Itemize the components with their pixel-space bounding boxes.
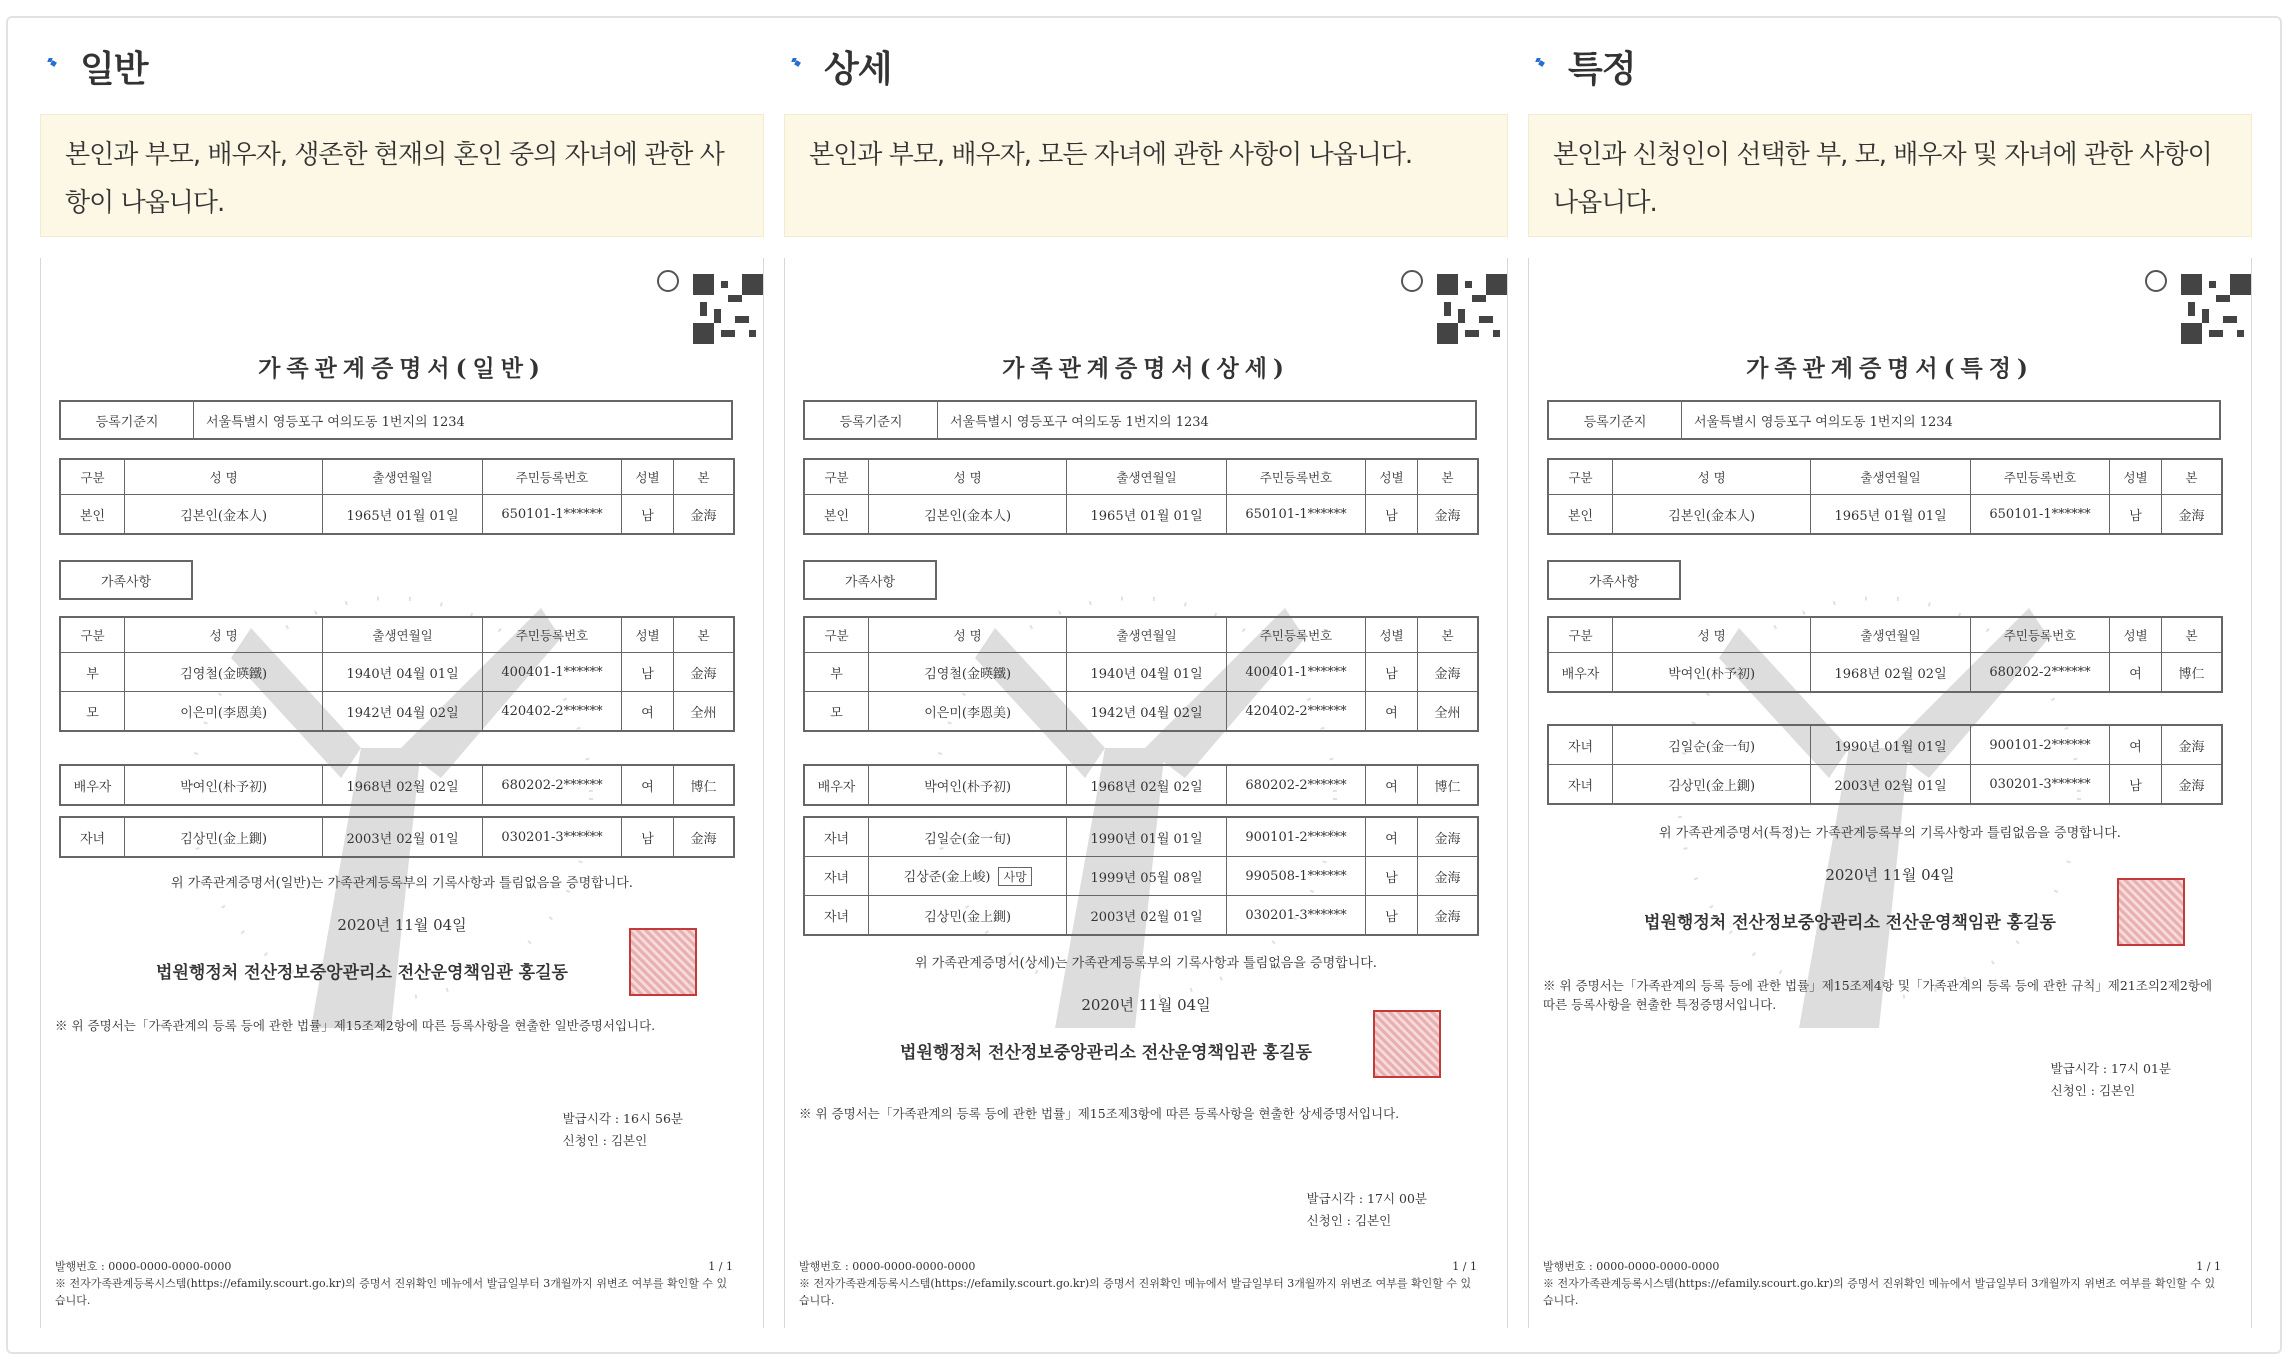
table-cell: 680202-2******: [1226, 765, 1365, 805]
section-heading: [784, 36, 892, 96]
section-description: 본인과 신청인이 선택한 부, 모, 배우자 및 자녀에 관한 사항이 나옵니다.: [1528, 114, 2252, 237]
table-cell: 990508-1******: [1226, 857, 1365, 896]
table-cell: 博仁: [1417, 765, 1478, 805]
table-cell: 博仁: [673, 765, 734, 805]
table-cell: 김일순(金一旬): [1613, 725, 1811, 765]
legal-notice: ※ 위 증명서는「가족관계의 등록 등에 관한 법률」제15조제3항에 따른 등록사항을 현출한 상세증명서입니다.: [799, 1106, 1400, 1121]
table-row: [1548, 495, 2222, 535]
issue-date: 2020년 11월 04일: [1825, 866, 1955, 884]
table-cell: 2003년 02월 01일: [1067, 896, 1227, 936]
certificate-document: [1528, 258, 2252, 1328]
child-name: 김상준(金上峻): [903, 870, 991, 885]
header-cell: 출생연월일: [323, 617, 483, 653]
issuer-name: 법원행정처 전산정보중앙관리소 전산운영책임관 홍길동: [156, 963, 568, 983]
header-cell: 성 명: [125, 459, 323, 495]
document-footer: [55, 1258, 733, 1309]
table-cell: 박여인(朴予初): [125, 765, 323, 805]
table-cell: 1990년 01월 01일: [1811, 725, 1971, 765]
globe-icon: [657, 270, 679, 292]
legal-notice: ※ 위 증명서는「가족관계의 등록 등에 관한 법률」제15조제4항 및「가족관계의 등록 등에 관한 규칙」제21조의2제2항에 따른 등록사항을 현출한 특정증명서입니다.: [1543, 978, 2213, 1012]
header-cell: 구분: [60, 617, 125, 653]
registration-base-row: [59, 400, 733, 440]
official-seal-icon: [1373, 1010, 1441, 1078]
header-cell: 구분: [804, 617, 869, 653]
table-cell: 배우자: [1548, 653, 1613, 693]
issue-number: 발행번호 : 0000-0000-0000-0000: [55, 1260, 232, 1273]
table-cell: 남: [622, 495, 674, 535]
table-cell: 680202-2******: [482, 765, 621, 805]
table-cell: 김상민(金上鍘): [1613, 765, 1811, 805]
table-cell: 남: [1366, 896, 1418, 936]
table-cell: 김영철(金暎鐵): [125, 653, 323, 692]
document-title: 가족관계증명서(일반): [258, 355, 546, 382]
children-table: [1547, 724, 2223, 805]
certification-statement: 위 가족관계증명서(일반)는 가족관계등록부의 기록사항과 틀림없음을 증명합니다.: [171, 876, 633, 891]
table-cell: 2003년 02월 01일: [323, 817, 483, 857]
table-cell: 金海: [2161, 495, 2222, 535]
table-row: [804, 896, 1478, 936]
header-cell: 구분: [1548, 459, 1613, 495]
registration-base-row: [803, 400, 1477, 440]
table-cell: 김상민(金上鍘): [125, 817, 323, 857]
table-cell: 1999년 05월 08일: [1067, 857, 1227, 896]
table-cell: 全州: [673, 692, 734, 732]
verification-footnote: ※ 전자가족관계등록시스템(https://efamily.scourt.go.kr)의 증명서 진위확인 메뉴에서 발급일부터 3개월까지 위변조 여부를 확인할 수 있습니다.: [799, 1277, 1472, 1307]
page-number: 1 / 1: [708, 1260, 733, 1273]
bullet-icon: [48, 62, 56, 70]
qr-code-icon: [2181, 272, 2251, 346]
table-cell: 김일순(金一旬): [869, 817, 1067, 857]
table-cell: 1968년 02월 02일: [323, 765, 483, 805]
table-cell: 030201-3******: [1226, 896, 1365, 936]
header-cell: 구분: [60, 459, 125, 495]
table-cell: 680202-2******: [1970, 653, 2109, 693]
table-cell: 1968년 02월 02일: [1811, 653, 1971, 693]
document-title: 가족관계증명서(상세): [1002, 355, 1290, 382]
table-row: [1548, 765, 2222, 805]
table-cell: 김본인(金本人): [1613, 495, 1811, 535]
family-section-label: 가족사항: [803, 560, 937, 600]
spouse-table: [59, 764, 735, 806]
header-cell: 본: [2161, 459, 2222, 495]
bullet-icon: [792, 62, 800, 70]
table-cell: 자녀: [1548, 725, 1613, 765]
table-row: [60, 692, 734, 732]
registration-base-value: 서울특별시 영등포구 여의도동 1번지의 1234: [206, 414, 465, 430]
header-cell: 본: [673, 459, 734, 495]
header-cell: 주민등록번호: [1970, 617, 2109, 653]
family-table: [803, 616, 1479, 732]
official-seal-icon: [629, 928, 697, 996]
table-cell: 자녀: [804, 817, 869, 857]
header-cell: 출생연월일: [1067, 459, 1227, 495]
qr-code-icon: [693, 272, 763, 346]
document-footer: [799, 1258, 1477, 1309]
registration-base-value: 서울특별시 영등포구 여의도동 1번지의 1234: [950, 414, 1209, 430]
registration-base-value: 서울특별시 영등포구 여의도동 1번지의 1234: [1694, 414, 1953, 430]
applicant: 신청인 : 김본인: [2050, 1083, 2136, 1098]
family-section-label: 가족사항: [59, 560, 193, 600]
table-cell: 김본인(金本人): [125, 495, 323, 535]
table-cell: 420402-2******: [482, 692, 621, 732]
table-row: [804, 857, 1478, 896]
certification-statement: 위 가족관계증명서(상세)는 가족관계등록부의 기록사항과 틀림없음을 증명합니다.: [915, 956, 1377, 971]
table-cell: 본인: [1548, 495, 1613, 535]
header-cell: 출생연월일: [323, 459, 483, 495]
header-cell: 성별: [1366, 459, 1418, 495]
table-cell: 여: [1366, 692, 1418, 732]
page-number: 1 / 1: [1452, 1260, 1477, 1273]
section-heading: [1528, 36, 1636, 96]
issue-time: 발급시각 : 17시 00분: [1306, 1191, 1427, 1206]
issue-time: 발급시각 : 16시 56분: [562, 1111, 683, 1126]
table-cell: 김영철(金暎鐵): [869, 653, 1067, 692]
table-cell: 全州: [1417, 692, 1478, 732]
table-cell: 본인: [804, 495, 869, 535]
table-cell: 金海: [673, 653, 734, 692]
header-cell: 출생연월일: [1067, 617, 1227, 653]
table-row: [804, 653, 1478, 692]
table-cell: 이은미(李恩美): [869, 692, 1067, 732]
table-row: [60, 653, 734, 692]
header-cell: 성 명: [869, 459, 1067, 495]
header-cell: 성별: [2110, 459, 2162, 495]
table-row: [804, 817, 1478, 857]
table-cell: 400401-1******: [482, 653, 621, 692]
issue-meta: [1307, 1188, 1427, 1232]
header-cell: 성별: [1366, 617, 1418, 653]
table-row: [60, 495, 734, 535]
table-cell: 남: [622, 653, 674, 692]
table-cell: [869, 857, 1067, 896]
children-table: [803, 816, 1479, 936]
applicant: 신청인 : 김본인: [1306, 1213, 1392, 1228]
table-cell: 남: [1366, 653, 1418, 692]
section-title: 상세: [824, 48, 892, 90]
header-cell: 성 명: [869, 617, 1067, 653]
family-table: [59, 616, 735, 732]
header-cell: 본: [673, 617, 734, 653]
header-cell: 성별: [622, 459, 674, 495]
table-cell: 여: [2110, 653, 2162, 693]
header-cell: 성 명: [1613, 617, 1811, 653]
certification-statement: 위 가족관계증명서(특정)는 가족관계등록부의 기록사항과 틀림없음을 증명합니다.: [1659, 826, 2121, 841]
table-cell: 900101-2******: [1970, 725, 2109, 765]
table-cell: 650101-1******: [1226, 495, 1365, 535]
certificate-document: [40, 258, 764, 1328]
table-cell: 2003년 02월 01일: [1811, 765, 1971, 805]
table-cell: 1965년 01월 01일: [1067, 495, 1227, 535]
table-cell: 1940년 04월 01일: [1067, 653, 1227, 692]
verification-footnote: ※ 전자가족관계등록시스템(https://efamily.scourt.go.kr)의 증명서 진위확인 메뉴에서 발급일부터 3개월까지 위변조 여부를 확인할 수 있습니다.: [55, 1277, 728, 1307]
table-cell: 400401-1******: [1226, 653, 1365, 692]
section-description: 본인과 부모, 배우자, 생존한 현재의 혼인 중의 자녀에 관한 사항이 나옵니다.: [40, 114, 764, 237]
self-table: [59, 458, 735, 535]
document-title: 가족관계증명서(특정): [1746, 355, 2034, 382]
table-cell: 김본인(金本人): [869, 495, 1067, 535]
table-cell: 여: [2110, 725, 2162, 765]
issue-meta: [2051, 1058, 2171, 1102]
column-general: [40, 18, 764, 1348]
self-table: [1547, 458, 2223, 535]
header-cell: 출생연월일: [1811, 617, 1971, 653]
self-table: [803, 458, 1479, 535]
table-cell: 030201-3******: [1970, 765, 2109, 805]
table-cell: 박여인(朴予初): [1613, 653, 1811, 693]
header-cell: 본: [1417, 459, 1478, 495]
globe-icon: [1401, 270, 1423, 292]
table-cell: 남: [622, 817, 674, 857]
header-cell: 주민등록번호: [482, 617, 621, 653]
table-cell: 900101-2******: [1226, 817, 1365, 857]
table-cell: 남: [1366, 857, 1418, 896]
table-cell: 부: [60, 653, 125, 692]
table-row: [60, 765, 734, 805]
issue-number: 발행번호 : 0000-0000-0000-0000: [799, 1260, 976, 1273]
table-cell: 1940년 04월 01일: [323, 653, 483, 692]
official-seal-icon: [2117, 878, 2185, 946]
header-cell: 본: [2161, 617, 2222, 653]
children-table: [59, 816, 735, 858]
issuer-name: 법원행정처 전산정보중앙관리소 전산운영책임관 홍길동: [900, 1043, 1312, 1063]
table-cell: 여: [1366, 817, 1418, 857]
page-number: 1 / 1: [2196, 1260, 2221, 1273]
table-cell: 박여인(朴予初): [869, 765, 1067, 805]
table-cell: 420402-2******: [1226, 692, 1365, 732]
applicant: 신청인 : 김본인: [562, 1133, 648, 1148]
table-cell: 650101-1******: [482, 495, 621, 535]
section-title: 일반: [80, 48, 148, 90]
header-cell: 성별: [622, 617, 674, 653]
header-cell: 성 명: [1613, 459, 1811, 495]
header-cell: 출생연월일: [1811, 459, 1971, 495]
issuer-name: 법원행정처 전산정보중앙관리소 전산운영책임관 홍길동: [1644, 913, 2056, 933]
header-cell: 성별: [2110, 617, 2162, 653]
globe-icon: [2145, 270, 2167, 292]
table-cell: 자녀: [1548, 765, 1613, 805]
header-cell: 성 명: [125, 617, 323, 653]
qr-code-icon: [1437, 272, 1507, 346]
table-cell: 김상민(金上鍘): [869, 896, 1067, 936]
table-cell: 1965년 01월 01일: [1811, 495, 1971, 535]
table-cell: 이은미(李恩美): [125, 692, 323, 732]
section-heading: [40, 36, 148, 96]
header-cell: 구분: [1548, 617, 1613, 653]
table-row: [1548, 725, 2222, 765]
legal-notice: ※ 위 증명서는「가족관계의 등록 등에 관한 법률」제15조제2항에 따른 등록사항을 현출한 일반증명서입니다.: [55, 1018, 656, 1033]
table-cell: 자녀: [804, 857, 869, 896]
certificate-document: [784, 258, 1508, 1328]
registration-base-row: [1547, 400, 2221, 440]
header-cell: 주민등록번호: [1970, 459, 2109, 495]
table-cell: 博仁: [2161, 653, 2222, 693]
bullet-icon: [1536, 62, 1544, 70]
table-cell: 金海: [1417, 896, 1478, 936]
table-cell: 여: [622, 765, 674, 805]
section-title: 특정: [1568, 48, 1636, 90]
document-footer: [1543, 1258, 2221, 1309]
table-cell: 여: [622, 692, 674, 732]
table-row: [60, 817, 734, 857]
deceased-tag: 사망: [998, 867, 1031, 886]
table-row: [804, 765, 1478, 805]
table-cell: 모: [804, 692, 869, 732]
table-cell: 1990년 01월 01일: [1067, 817, 1227, 857]
table-cell: 본인: [60, 495, 125, 535]
table-cell: 남: [2110, 765, 2162, 805]
table-cell: 金海: [1417, 817, 1478, 857]
issue-date: 2020년 11월 04일: [337, 916, 467, 934]
certificate-comparison-panel: [6, 16, 2282, 1354]
family-table: [1547, 616, 2223, 693]
table-cell: 1968년 02월 02일: [1067, 765, 1227, 805]
registration-base-label: 등록기준지: [805, 402, 938, 438]
table-cell: 030201-3******: [482, 817, 621, 857]
issue-meta: [563, 1108, 683, 1152]
table-cell: 자녀: [60, 817, 125, 857]
table-row: [804, 692, 1478, 732]
column-specific: [1528, 18, 2252, 1348]
table-cell: 남: [2110, 495, 2162, 535]
table-cell: 1942년 04월 02일: [1067, 692, 1227, 732]
table-cell: 金海: [673, 495, 734, 535]
table-cell: 남: [1366, 495, 1418, 535]
header-cell: 본: [1417, 617, 1478, 653]
table-cell: 1965년 01월 01일: [323, 495, 483, 535]
table-cell: 자녀: [804, 896, 869, 936]
table-row: [804, 495, 1478, 535]
table-cell: 여: [1366, 765, 1418, 805]
table-cell: 배우자: [60, 765, 125, 805]
table-cell: 金海: [1417, 653, 1478, 692]
table-cell: 부: [804, 653, 869, 692]
table-cell: 金海: [1417, 857, 1478, 896]
table-cell: 배우자: [804, 765, 869, 805]
table-cell: 모: [60, 692, 125, 732]
table-cell: 金海: [673, 817, 734, 857]
header-cell: 주민등록번호: [1226, 459, 1365, 495]
spouse-table: [803, 764, 1479, 806]
registration-base-label: 등록기준지: [61, 402, 194, 438]
issue-time: 발급시각 : 17시 01분: [2050, 1061, 2171, 1076]
issue-number: 발행번호 : 0000-0000-0000-0000: [1543, 1260, 1720, 1273]
header-cell: 주민등록번호: [1226, 617, 1365, 653]
issue-date: 2020년 11월 04일: [1081, 996, 1211, 1014]
table-cell: 650101-1******: [1970, 495, 2109, 535]
table-row: [1548, 653, 2222, 693]
registration-base-label: 등록기준지: [1549, 402, 1682, 438]
header-cell: 주민등록번호: [482, 459, 621, 495]
table-cell: 1942년 04월 02일: [323, 692, 483, 732]
verification-footnote: ※ 전자가족관계등록시스템(https://efamily.scourt.go.kr)의 증명서 진위확인 메뉴에서 발급일부터 3개월까지 위변조 여부를 확인할 수 있습니다.: [1543, 1277, 2216, 1307]
section-description: 본인과 부모, 배우자, 모든 자녀에 관한 사항이 나옵니다.: [784, 114, 1508, 237]
table-cell: 金海: [2161, 725, 2222, 765]
column-detailed: [784, 18, 1508, 1348]
family-section-label: 가족사항: [1547, 560, 1681, 600]
table-cell: 金海: [1417, 495, 1478, 535]
table-cell: 金海: [2161, 765, 2222, 805]
header-cell: 구분: [804, 459, 869, 495]
